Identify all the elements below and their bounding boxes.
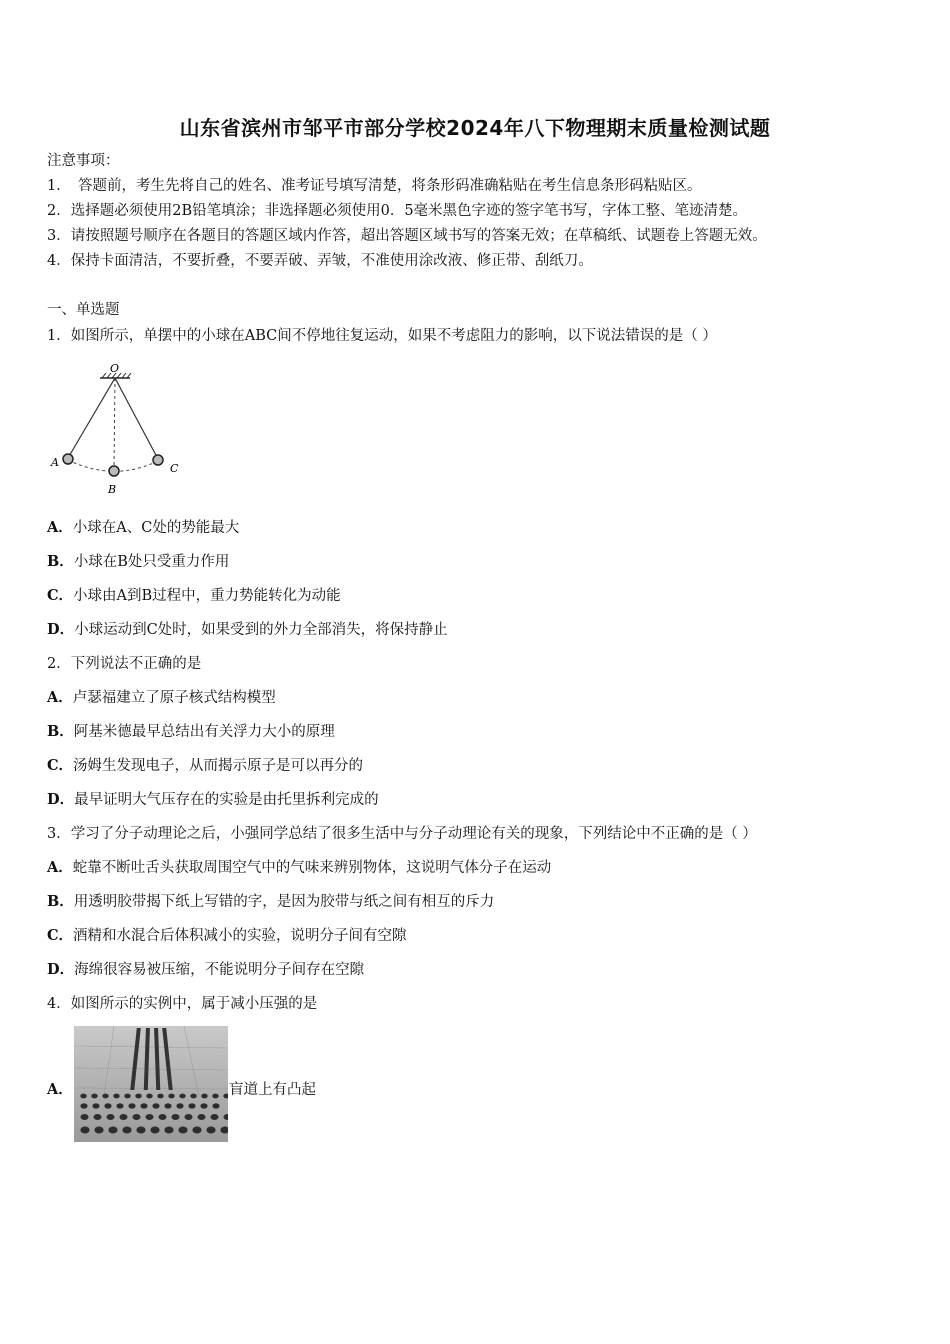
- ball-a: [63, 454, 73, 464]
- paving-dot: [164, 1127, 173, 1134]
- page-title: 山东省滨州市邹平市部分学校2024年八下物理期末质量检测试题: [179, 116, 771, 140]
- paving-dot: [135, 1094, 141, 1099]
- paving-dot: [91, 1094, 97, 1099]
- q3-option-d: D．海绵很容易被压缩，不能说明分子间存在空隙: [47, 961, 365, 978]
- q3-option-a: A．蛇靠不断吐舌头获取周围空气中的气味来辨别物体，这说明气体分子在运动: [47, 859, 552, 876]
- paving-dot: [122, 1127, 131, 1134]
- paving-dot: [188, 1103, 195, 1108]
- paving-dot: [200, 1103, 207, 1108]
- paving-dot: [102, 1094, 108, 1099]
- paving-dot: [211, 1114, 219, 1120]
- section-heading: 一、单选题: [47, 302, 120, 318]
- paving-dot: [120, 1114, 128, 1120]
- paving-dot: [212, 1103, 219, 1108]
- label-o: O: [110, 362, 120, 375]
- paving-dot: [212, 1094, 218, 1099]
- q2-option-d: D．最早证明大气压存在的实验是由托里拆利完成的: [47, 791, 379, 808]
- paving-dot: [80, 1103, 87, 1108]
- paving-dot: [94, 1127, 103, 1134]
- paving-dot: [164, 1103, 171, 1108]
- question-4-stem: 4．如图所示的实例中，属于减小压强的是: [47, 996, 318, 1012]
- paving-dot: [157, 1094, 163, 1099]
- ball-b: [109, 466, 119, 476]
- q1-option-b: B．小球在B处只受重力作用: [47, 553, 230, 570]
- q2-option-b: B．阿基米德最早总结出有关浮力大小的原理: [47, 723, 335, 740]
- question-2-stem: 2．下列说法不正确的是: [47, 656, 202, 672]
- paving-dot: [92, 1103, 99, 1108]
- question-1-stem: 1．如图所示，单摆中的小球在ABC间不停地往复运动，如果不考虑阻力的影响，以下说法错误的是（ ）: [47, 328, 717, 344]
- paving-dot: [146, 1094, 152, 1099]
- paving-dot: [140, 1103, 147, 1108]
- ball-c: [153, 455, 163, 465]
- question-3-stem: 3．学习了分子动理论之后，小强同学总结了很多生活中与分子动理论有关的现象，下列结论中不正确的是（ ）: [47, 826, 757, 842]
- paving-dot: [159, 1114, 167, 1120]
- paving-dot: [116, 1103, 123, 1108]
- label-a: A: [51, 456, 59, 469]
- label-b: B: [108, 483, 117, 496]
- paving-dot: [179, 1094, 185, 1099]
- paving-dot: [104, 1103, 111, 1108]
- paving-dot: [185, 1114, 193, 1120]
- pendulum-figure: [48, 360, 188, 500]
- paving-dot: [80, 1127, 89, 1134]
- paving-dot: [150, 1127, 159, 1134]
- paving-dot: [124, 1094, 130, 1099]
- notice-item-1: 1． 答题前，考生先将自己的姓名、准考证号填写清楚，将条形码准确粘贴在考生信息条形码粘贴区。: [47, 178, 702, 194]
- q2-option-a: A．卢瑟福建立了原子核式结构模型: [47, 689, 276, 706]
- paving-dot: [113, 1094, 119, 1099]
- notice-item-2: 2．选择题必须使用2B铅笔填涂；非选择题必须使用0．5毫米黑色字迹的签字笔书写，字体工整、笔迹清楚。: [47, 203, 748, 219]
- paving-dot: [108, 1127, 117, 1134]
- q4-option-a-text: 盲道上有凸起: [229, 1082, 316, 1098]
- paving-dot: [206, 1127, 215, 1134]
- paving-dot: [80, 1094, 86, 1099]
- q1-option-c: C．小球由A到B过程中，重力势能转化为动能: [47, 587, 341, 604]
- paving-dot: [168, 1094, 174, 1099]
- paving-dot: [190, 1094, 196, 1099]
- label-c: C: [170, 462, 179, 475]
- notice-item-3: 3．请按照题号顺序在各题目的答题区域内作答，超出答题区域书写的答案无效；在草稿纸、试题卷上答题无效。: [47, 228, 767, 244]
- paving-dot: [146, 1114, 154, 1120]
- paving-dot: [176, 1103, 183, 1108]
- paving-dot: [128, 1103, 135, 1108]
- q1-option-d: D．小球运动到C处时，如果受到的外力全部消失，将保持静止: [47, 621, 448, 638]
- paving-dot: [81, 1114, 89, 1120]
- paving-dot: [172, 1114, 180, 1120]
- notice-item-4: 4．保持卡面清洁，不要折叠，不要弄破、弄皱，不准使用涂改液、修正带、刮纸刀。: [47, 253, 593, 269]
- q3-option-b: B．用透明胶带揭下纸上写错的字，是因为胶带与纸之间有相互的斥力: [47, 893, 495, 910]
- paving-dot: [178, 1127, 187, 1134]
- paving-dot: [94, 1114, 102, 1120]
- paving-dot: [133, 1114, 141, 1120]
- paving-dot: [201, 1094, 207, 1099]
- paving-dot: [192, 1127, 201, 1134]
- q4-option-a-label: A．: [47, 1081, 73, 1098]
- tactile-paving-photo: [74, 1026, 228, 1142]
- paving-dot: [152, 1103, 159, 1108]
- paving-dot: [107, 1114, 115, 1120]
- notice-heading: 注意事项：: [47, 153, 120, 169]
- paving-dot: [136, 1127, 145, 1134]
- q2-option-c: C．汤姆生发现电子，从而揭示原子是可以再分的: [47, 757, 364, 774]
- paving-dot: [198, 1114, 206, 1120]
- q1-option-a: A．小球在A、C处的势能最大: [47, 519, 240, 536]
- q3-option-c: C．酒精和水混合后体积减小的实验，说明分子间有空隙: [47, 927, 407, 944]
